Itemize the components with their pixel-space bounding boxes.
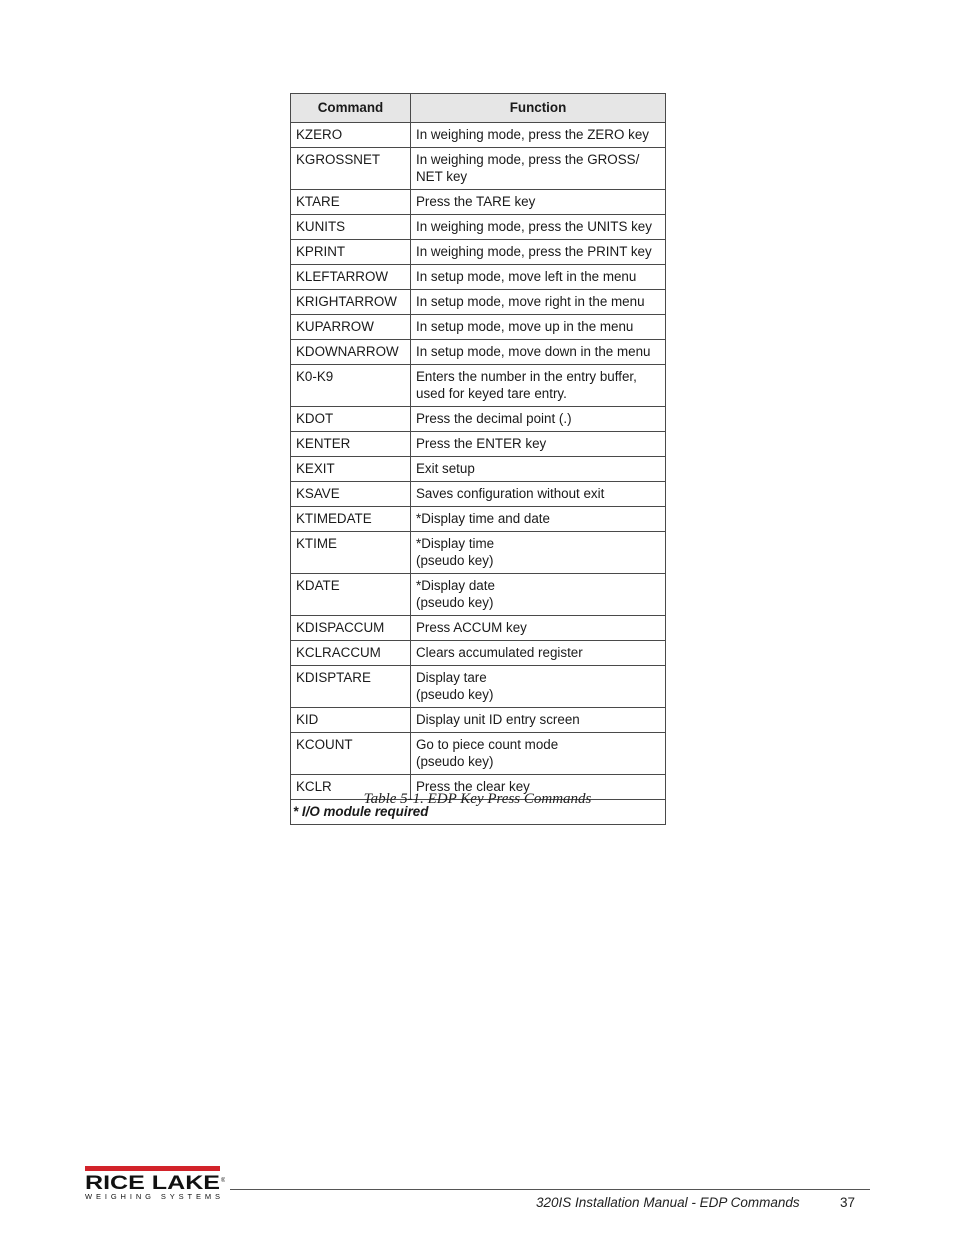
- column-header-command: Command: [291, 94, 411, 123]
- function-cell: Display unit ID entry screen: [411, 708, 666, 733]
- function-cell: Saves configuration without exit: [411, 482, 666, 507]
- function-cell: In weighing mode, press the ZERO key: [411, 123, 666, 148]
- page-number: 37: [840, 1195, 856, 1210]
- command-cell: KZERO: [291, 123, 411, 148]
- logo-wordmark: RICE LAKE: [85, 1173, 220, 1194]
- table-row: [291, 708, 666, 733]
- function-cell: In setup mode, move up in the menu: [411, 315, 666, 340]
- table-caption: Table 5-1. EDP Key Press Commands: [363, 791, 592, 807]
- table-row: [291, 148, 666, 190]
- table-row: [291, 616, 666, 641]
- command-cell: KEXIT: [291, 457, 411, 482]
- table-row: [291, 666, 666, 708]
- logo-registered-mark: ®: [221, 1178, 225, 1184]
- table-row: [291, 432, 666, 457]
- table-row: [291, 240, 666, 265]
- command-cell: KTARE: [291, 190, 411, 215]
- command-cell: KSAVE: [291, 482, 411, 507]
- function-cell: In weighing mode, press the UNITS key: [411, 215, 666, 240]
- table-row: [291, 457, 666, 482]
- command-cell: KID: [291, 708, 411, 733]
- table-row: [291, 290, 666, 315]
- table-footnote: * I/O module required: [291, 800, 666, 825]
- edp-commands-table: [290, 93, 666, 825]
- command-cell: KENTER: [291, 432, 411, 457]
- function-cell: *Display time (pseudo key): [411, 532, 666, 574]
- table-row: [291, 407, 666, 432]
- command-cell: KDISPACCUM: [291, 616, 411, 641]
- function-cell: In setup mode, move down in the menu: [411, 340, 666, 365]
- rice-lake-logo: [85, 1166, 225, 1202]
- column-header-function: Function: [411, 94, 666, 123]
- table-row: [291, 315, 666, 340]
- function-cell: Go to piece count mode (pseudo key): [411, 733, 666, 775]
- command-cell: KLEFTARROW: [291, 265, 411, 290]
- table-row: [291, 507, 666, 532]
- function-cell: Press the TARE key: [411, 190, 666, 215]
- command-cell: KDOWNARROW: [291, 340, 411, 365]
- function-cell: Clears accumulated register: [411, 641, 666, 666]
- function-cell: Press the decimal point (.): [411, 407, 666, 432]
- function-cell: In weighing mode, press the GROSS/ NET key: [411, 148, 666, 190]
- function-cell: In setup mode, move left in the menu: [411, 265, 666, 290]
- table-row: [291, 532, 666, 574]
- table-row: [291, 641, 666, 666]
- command-cell: KDISPTARE: [291, 666, 411, 708]
- command-cell: K0-K9: [291, 365, 411, 407]
- function-cell: Press ACCUM key: [411, 616, 666, 641]
- footer-title: 320IS Installation Manual - EDP Commands: [536, 1195, 800, 1210]
- function-cell: In weighing mode, press the PRINT key: [411, 240, 666, 265]
- command-cell: KCLR: [291, 775, 411, 800]
- command-cell: KTIMEDATE: [291, 507, 411, 532]
- table-row: [291, 340, 666, 365]
- function-cell: *Display time and date: [411, 507, 666, 532]
- table-row: [291, 574, 666, 616]
- table-header-row: [291, 94, 666, 123]
- table-row: [291, 190, 666, 215]
- function-cell: Press the clear key: [411, 775, 666, 800]
- table-row: [291, 265, 666, 290]
- command-cell: KCLRACCUM: [291, 641, 411, 666]
- command-cell: KDOT: [291, 407, 411, 432]
- table-row: [291, 123, 666, 148]
- command-cell: KPRINT: [291, 240, 411, 265]
- command-cell: KDATE: [291, 574, 411, 616]
- table-row: [291, 215, 666, 240]
- footer-rule: [230, 1189, 870, 1190]
- function-cell: Exit setup: [411, 457, 666, 482]
- logo-top-bar: [85, 1166, 220, 1171]
- command-cell: KRIGHTARROW: [291, 290, 411, 315]
- table-body: [291, 123, 666, 800]
- function-cell: *Display date (pseudo key): [411, 574, 666, 616]
- command-cell: KUNITS: [291, 215, 411, 240]
- logo-subtext: WEIGHING SYSTEMS: [85, 1192, 220, 1201]
- table-row: [291, 733, 666, 775]
- function-cell: In setup mode, move right in the menu: [411, 290, 666, 315]
- function-cell: Press the ENTER key: [411, 432, 666, 457]
- table-row: [291, 365, 666, 407]
- command-cell: KGROSSNET: [291, 148, 411, 190]
- command-cell: KCOUNT: [291, 733, 411, 775]
- function-cell: Display tare (pseudo key): [411, 666, 666, 708]
- command-cell: KTIME: [291, 532, 411, 574]
- command-cell: KUPARROW: [291, 315, 411, 340]
- table-row: [291, 482, 666, 507]
- function-cell: Enters the number in the entry buffer, used for keyed tare entry.: [411, 365, 666, 407]
